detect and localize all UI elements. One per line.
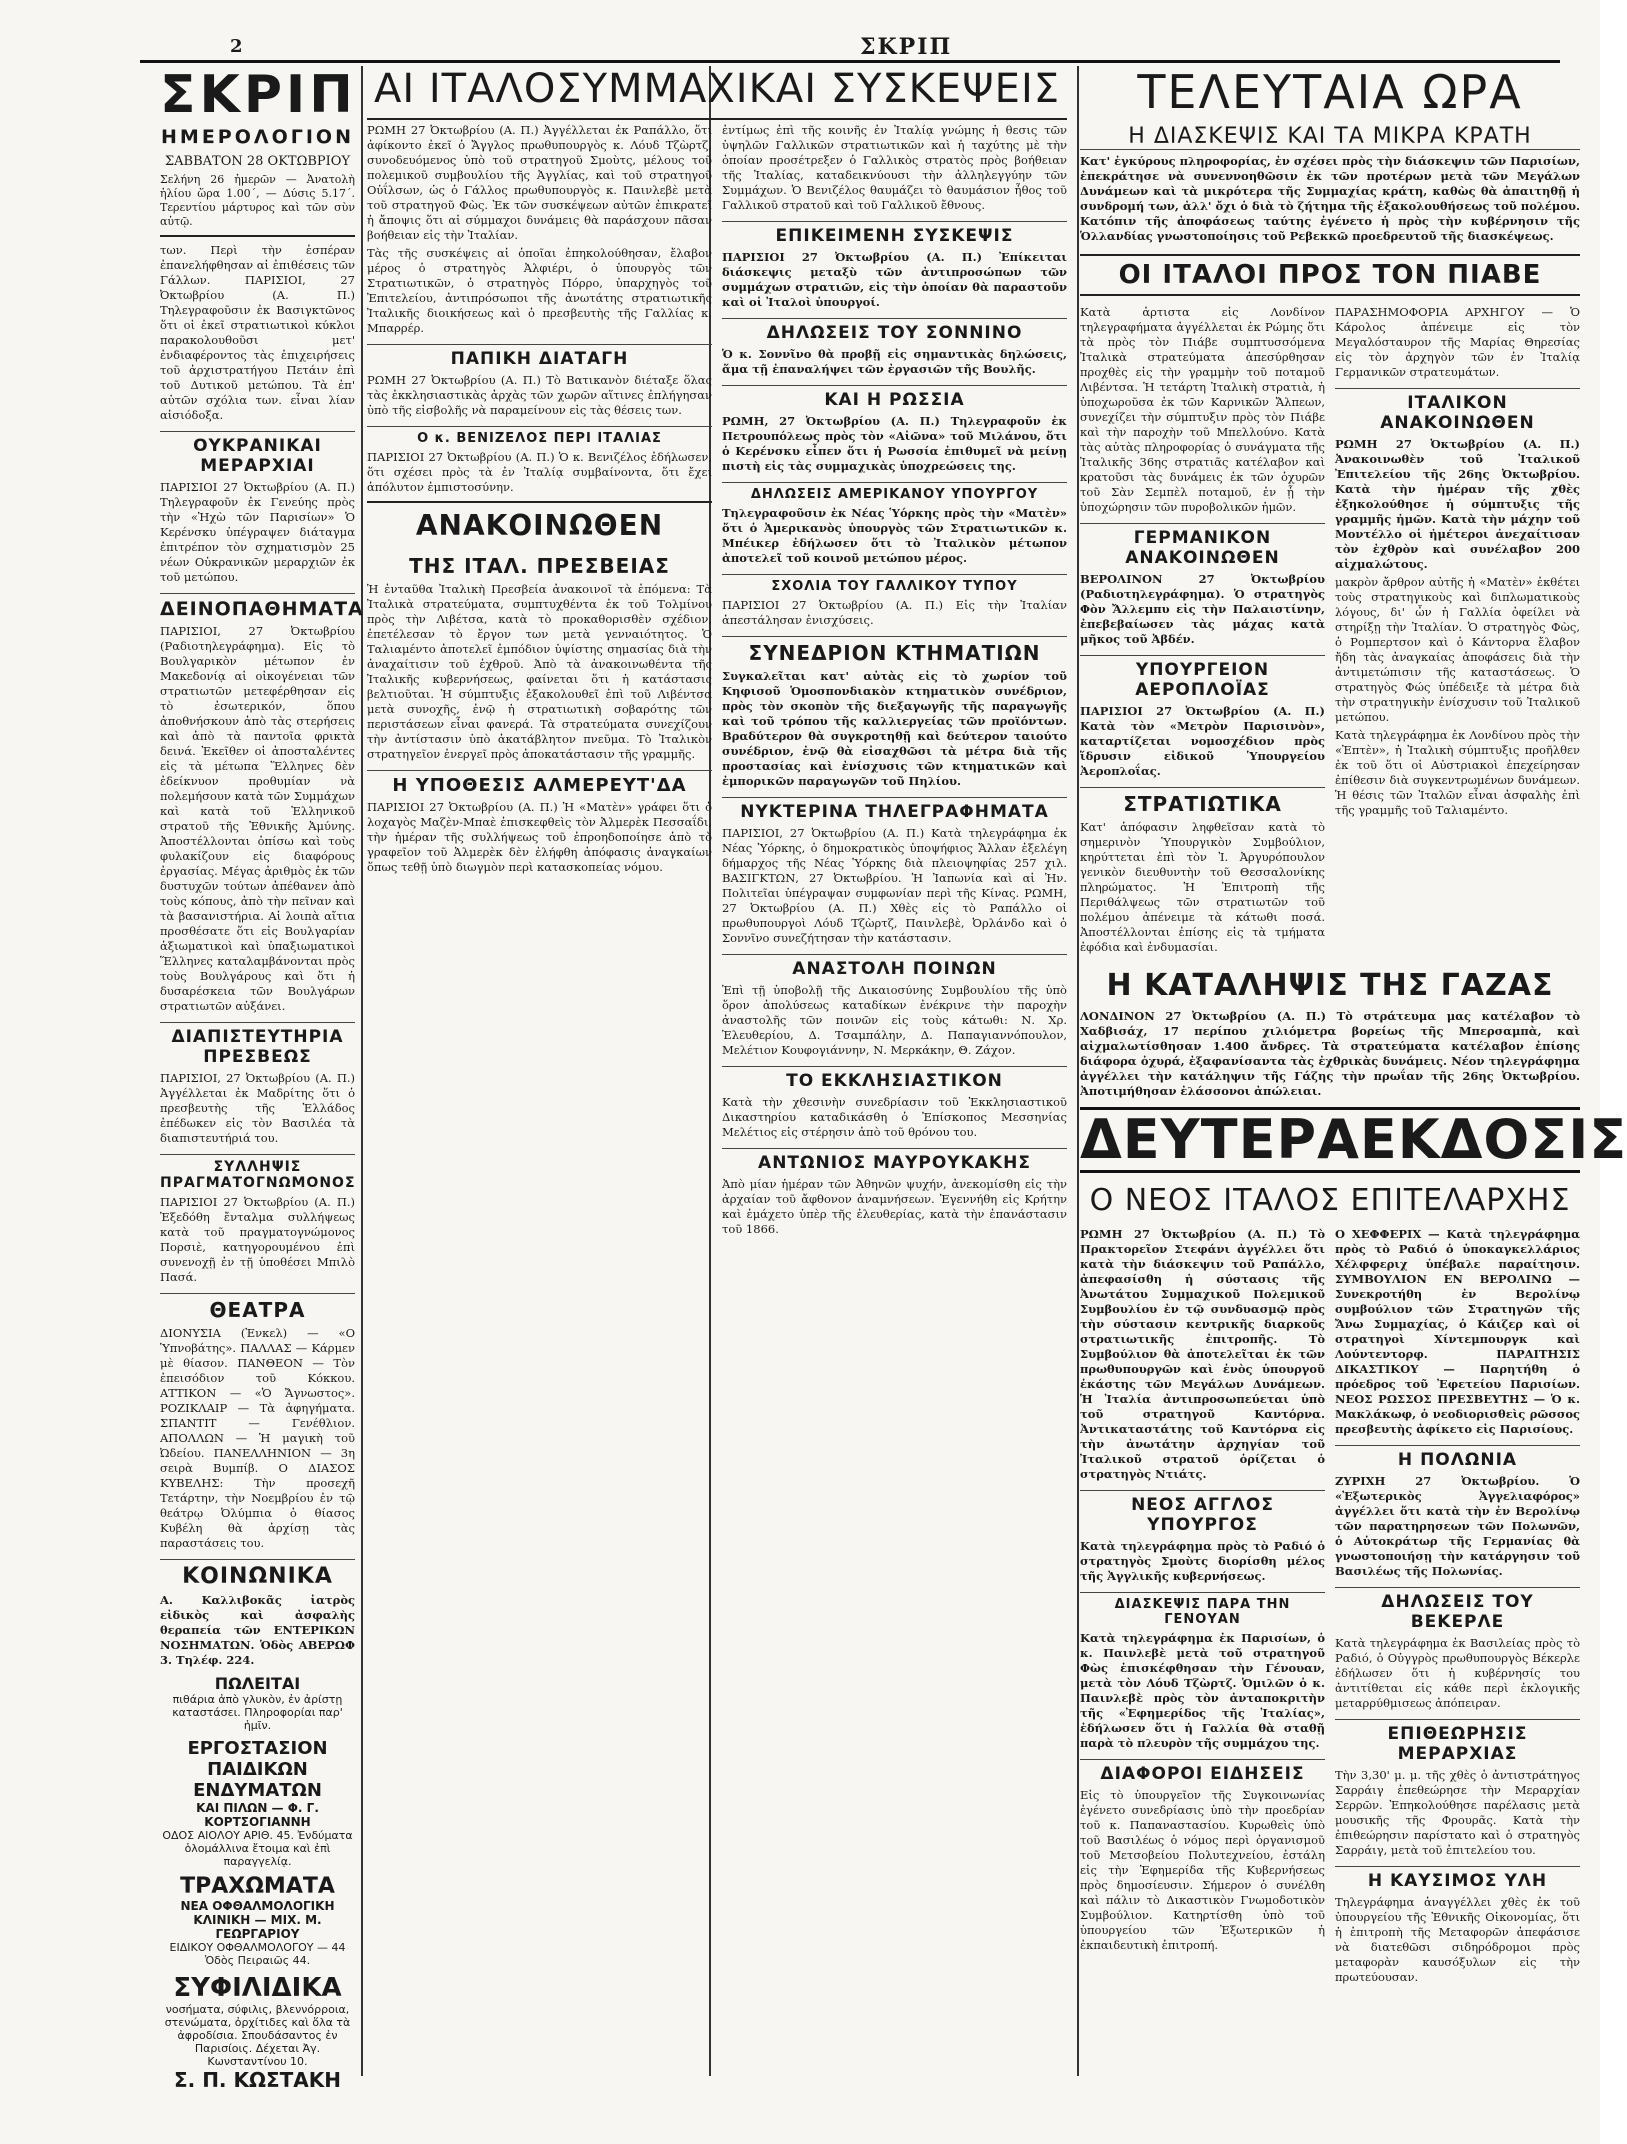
article-text: Κατὰ τηλεγράφημα ἐκ Λονδίνου πρὸς τὴν «Ἐπτὲν», ἡ Ἰταλικὴ σύμπτυξις προῆλθεν ἐκ τοῦ ὅτι οἱ Αὐστριακοὶ ἐπεχείρησαν ἐπίθεσιν διὰ συγκεντρωμένων δυνάμεων. Ἡ θέσις τῶν Ἰταλῶν εἶναι ἀσφαλὴς ἐπὶ τῆς γραμμῆς τοῦ Ταλιαμέντο. xyxy=(1335,728,1580,817)
article-text: Ἀπὸ μίαν ἡμέραν τῶν Ἀθηνῶν ψυχήν, ἀνεκομίσθη εἰς τὴν ἀρχαίαν τοῦ ἄφθονον ἀναμνήσεων. Ἐγεννήθη εἰς Κρήτην καὶ ἐμάχετο ὑπὲρ τῆς ἐλευθερίας, κατὰ τὴν ἐπανάστασιν τοῦ 1866. xyxy=(722,1177,1067,1236)
article-text: ΠΑΡΑΣΗΜΟΦΟΡΙΑ ΑΡΧΗΓΟΥ — Ὁ Κάρολος ἀπένειμε εἰς τὸν Μεγαλόσταυρον τῆς Μαρίας Θηρεσίας εἰς τὸν ἀρχηγὸν τῶν ἐν Ἰταλίᾳ Γερμανικῶν στρατευμάτων. xyxy=(1335,305,1580,379)
article-text: ΠΑΡΙΣΙΟΙ 27 Ὀκτωβρίου (Α. Π.) Τηλεγραφοῦν ἐκ Γενεύης πρὸς τὴν «Ἠχὼ τῶν Παρισίων» Ὁ Κερένσκυ ὑπέγραψεν διάταγμα ἐπιτρέπον τὸν σχηματισμὸν 25 νέων Οὐκρανικῶν μεραρχιῶν ἐκ τοῦ μετώπου. xyxy=(160,480,355,584)
article-headline: Η ΥΠΟΘΕΣΙΣ ΑΛΜΕΡΕΥΤ'ΔΑ xyxy=(367,770,712,796)
article-text: ΒΕΡΟΛΙΝΟΝ 27 Ὀκτωβρίου (Ραδιοτηλεγράφημα). Ὁ στρατηγὸς Φὸν Ἄλλεμπυ εἰς τὴν Παλαιστίνην, ἐπεβεβαίωσεν τὰς μάχας κατὰ μῆκος τοῦ Ἀβδέν. xyxy=(1080,572,1325,646)
article-headline: ΕΠΙΚΕΙΜΕΝΗ ΣΥΣΚΕΨΙΣ xyxy=(722,221,1067,246)
article-text: ΡΩΜΗ 27 Ὀκτωβρίου (Α. Π.) Τὸ Πρακτορεῖον Στεφάνι ἀγγέλλει ὅτι κατὰ τὴν διάσκεψιν τοῦ Ραπάλλο, ἀπεφασίσθη ἡ σύστασις τῆς Ἀνωτάτου Συμμαχικοῦ Πολεμικοῦ Συμβουλίου ἐν τῷ συνδυασμῷ πρὸς τὴν σύστασιν κεντρικῆς διαρκοῦς στρατιωτικῆς ἐπιτροπῆς. Τὸ Συμβούλιον θὰ ἀποτελεῖται ἐκ τῶν πρωθυπουργῶν καὶ ἑνὸς ὑπουργοῦ ἑκάστης τῶν Μεγάλων Δυνάμεων. Ἡ Ἰταλία ἀντιπροσωπεύεται ὑπὸ τοῦ στρατηγοῦ Καντόρνα. Ἀντικαταστάτης τοῦ Καντόρνα εἰς τὴν ἀνωτάτην ἀρχηγίαν τοῦ Ἰταλικοῦ στρατοῦ ὁρίζεται ὁ στρατηγὸς Ντιάτς. xyxy=(1080,1227,1325,1481)
article-text: ΠΑΡΙΣΙΟΙ 27 Ὀκτωβρίου (Α. Π.) Ἡ «Ματὲν» γράφει ὅτι ὁ λοχαγὸς Μαζὲν-Μπαὲ ἐπισκεφθεὶς τὸν Ἀλμερὲκ Πεσσαΐδι, τὴν ἡμέραν τῆς συλλήψεως τοῦ ἐπροηδοποίησε ἀπὸ τὸ γραφεῖον τοῦ Ἀλμερὲκ δὲν ἐλήφθη ἀπόφασις ἀναγκαίων ὅπως τεθῇ ὑπὸ διωγμὸν περὶ κατασκοπείας νόμου. xyxy=(367,800,712,874)
article-headline: ΔΙΑΠΙΣΤΕΥΤΗΡΙΑ ΠΡΕΣΒΕΩΣ xyxy=(160,1022,355,1067)
article-text: Τὰς τῆς συσκέψεις αἱ ὁποῖαι ἐπηκολούθησαν, ἔλαβον μέρος ὁ στρατηγὸς Ἀλφιέρι, ὁ ὑπουργὸς τῶν Στρατιωτικῶν, ὁ στρατηγὸς Πόρρο, ὑπαρχηγὸς τοῦ Ἐπιτελείου, ἀντιπρόσωποι τῆς ἀνωτάτης στρατιωτικῆς Ἰταλικῆς διοικήσεως καὶ ὁ πρεσβευτὴς τῆς Γαλλίας κ. Μπαρρέρ. xyxy=(367,246,712,335)
main-headline: ΑΙ ΙΤΑΛΟΣΥΜΜΑΧΙΚΑΙ ΣΥΣΚΕΨΕΙΣ xyxy=(367,66,1067,120)
article-headline: ΔΗΛΩΣΕΙΣ ΤΟΥ ΣΟΝΝΙΝΟ xyxy=(722,318,1067,343)
article-text: Τηλεγραφοῦσιν ἐκ Νέας Ὑόρκης πρὸς τὴν «Ματὲν» ὅτι ὁ Ἀμερικανὸς ὑπουργὸς τῶν Στρατιωτικῶν κ. Μπέικερ ἐδήλωσεν ὅτι τὸ Ἰταλικὸν μέτωπον ἀποτελεῖ τοῦ κοινοῦ μετώπου μέρος. xyxy=(722,506,1067,565)
ad-text: πιθάρια ἀπὸ γλυκὸν, ἐν ἀρίστῃ καταστάσει. Πληροφορίαι παρ' ἡμῖν. xyxy=(172,1693,343,1732)
article-headline: ΑΝΑΚΟΙΝΩΘΕΝ xyxy=(367,501,712,542)
ad-title: ΕΡΓΟΣΤΑΣΙΟΝ ΠΑΙΔΙΚΩΝ ΕΝΔΥΜΑΤΩΝ xyxy=(187,1738,328,1801)
article-headline: ΕΠΙΘΕΩΡΗΣΙΣ ΜΕΡΑΡΧΙΑΣ xyxy=(1335,1719,1580,1764)
advertisement xyxy=(160,1674,355,1732)
divider xyxy=(160,235,355,237)
article-headline: ΣΤΡΑΤΙΩΤΙΚΑ xyxy=(1080,787,1325,816)
article-headline: ΝΕΟΣ ΑΓΓΛΟΣ ΥΠΟΥΡΓΟΣ xyxy=(1080,1490,1325,1535)
article-text: ΔΙΟΝΥΣΙΑ (Ἐνκελ) — «Ο Ὑπνοβάτης». ΠΑΛΛΑΣ — Κάρμεν μὲ θίασον. ΠΑΝΘΕΟΝ — Τὸν ἐπεισόδιον τοῦ Κόκκου. ΑΤΤΙΚΟΝ — «Ὁ Ἄγνωστος». ΡΟΖΙΚΛΑΙΡ — Τὰ ἀφηγήματα. ΣΠΑΝΤΙΤ — Γενέθλιον. ΑΠΟΛΛΩΝ — Ἡ μαγικὴ τοῦ Ὠδείου. ΠΑΝΕΛΛΗΝΙΟΝ — 3η σειρὰ Βυμπίβ. Ο ΔΙΑΣΟΣ ΚΥΒΕΛΗΣ: Τὴν προσεχῆ Τετάρτην, τὴν Νοεμβρίου ἐν τῷ θεάτρῳ Ὀλύμπια ὁ θίασος Κυβέλη θὰ ἀρχίσῃ τὰς παραστάσεις του. xyxy=(160,1326,355,1550)
article-headline: ΑΝΤΩΝΙΟΣ ΜΑΥΡΟΥΚΑΚΗΣ xyxy=(722,1148,1067,1173)
article-headline: ΟΥΚΡΑΝΙΚΑΙ ΜΕΡΑΡΧΙΑΙ xyxy=(160,431,355,476)
article-headline: Η ΔΙΑΣΚΕΨΙΣ ΚΑΙ ΤΑ ΜΙΚΡΑ ΚΡΑΤΗ xyxy=(1080,124,1580,150)
column-rule xyxy=(1077,66,1079,2076)
advertisement xyxy=(160,1738,355,1868)
article-text: Κατ' ἀπόφασιν ληφθεῖσαν κατὰ τὸ σημερινὸν Ὑπουργικὸν Συμβούλιον, κηρύττεται ἐπὶ τὸν Ἰ. Ἀργυρόπουλον γενικὸν διευθυντὴν τοῦ Θεσσαλονίκης πληρώματος. Ἡ Ἐπιτροπὴ τῆς Περιθάλψεως τῶν στρατιωτῶν τοῦ πολέμου ἀπένειμε τὰ κάτωθι ποσά. Ἀποστέλλονται ἐπίσης εἰς τὰ τμήματα ἐφόδια καὶ ἐνδυμασίαι. xyxy=(1080,820,1325,954)
article-headline: ΔΗΛΩΣΕΙΣ ΤΟΥ ΒΕΚΕΡΛΕ xyxy=(1335,1587,1580,1632)
article-columns xyxy=(1080,302,1580,958)
masthead: ΣΚΡΙΠ xyxy=(160,65,357,125)
article-headline: ΟΙ ΙΤΑΛΟΙ ΠΡΟΣ ΤΟΝ ΠΙΑΒΕ xyxy=(1080,254,1580,296)
article-text: ΠΑΡΙΣΙΟΙ 27 Ὀκτωβρίου (Α. Π.) Ὁ κ. Βενιζέλος ἐδήλωσεν, ὅτι σχέσει πρὸς τὰ ἐν Ἰταλίᾳ συμβαίνοντα, ὅτι ἔχει ἀπόλυτον ἐμπιστοσύνην. xyxy=(367,450,712,494)
article-text: ΖΥΡΙΧΗ 27 Ὀκτωβρίου. Ὁ «Ἐξωτερικὸς Ἀγγελιαφόρος» ἀγγέλλει ὅτι κατὰ τὴν ἐν Βερολίνῳ τῶν παρατηρησεων τῶν Πολωνῶν, ὁ Αὐτοκράτωρ τῆς Γερμανίας θὰ γνωστοποιήσῃ τὴν κατάργησιν τοῦ Βασιλέως τῆς Πολωνίας. xyxy=(1335,1474,1580,1578)
almanac: Σελήνη 26 ἡμερῶν — Ἀνατολὴ ἡλίου ὥρα 1.00΄, — Δύσις 5.17΄. Τερεντίου μάρτυρος καὶ τῶν σὺν αὐτῷ. xyxy=(160,173,355,228)
article-headline: Ο κ. ΒΕΝΙΖΕΛΟΣ ΠΕΡΙ ΙΤΑΛΙΑΣ xyxy=(367,426,712,446)
article-text: ΠΑΡΙΣΙΟΙ, 27 Ὀκτωβρίου (Α. Π.) Κατὰ τηλεγράφημα ἐκ Νέας Ὑόρκης, ὁ δημοκρατικὸς ὑποψήφιος Ἄλλαν ἐξελέγη δήμαρχος τῆς Νέας Ὑόρκης διὰ πλειοψηφίας 257 χιλ. ΒΑΣΙΓΚΤΩΝ, 27 Ὀκτωβρίου. Ἡ Ἰαπωνία καὶ αἱ Ἡν. Πολιτεῖαι ὑπέγραψαν συμφωνίαν περὶ τῆς Κίνας. ΡΩΜΗ, 27 Ὀκτωβρίου (Α. Π.) Χθὲς εἰς τὸ Ραπάλλο οἱ πρωθυπουργοὶ Λόυδ Τζὼρτζ, Παινλεβὲ, Ὀρλάνδο καὶ ὁ Σοννῖνο συνεζήτησαν τὴν κατάστασιν. xyxy=(722,826,1067,945)
article-headline: ΔΗΛΩΣΕΙΣ ΑΜΕΡΙΚΑΝΟΥ ΥΠΟΥΡΓΟΥ xyxy=(722,482,1067,502)
article-text: Α. Καλλιβοκᾶς ἰατρὸς εἰδικὸς καὶ ἀσφαλὴς θεραπεία τῶν ΕΝΤΕΡΙΚΩΝ ΝΟΣΗΜΑΤΩΝ. Ὁδὸς ΑΒΕΡΩΦ 3. Τηλέφ. 224. xyxy=(160,1593,355,1667)
article-text: ΠΑΡΙΣΙΟΙ 27 Ὀκτωβρίου (Α. Π.) Κατὰ τὸν «Μετρὸν Παρισινὸν», καταρτίζεται νομοσχέδιον πρὸς ἵδρυσιν εἰδικοῦ Ὑπουργείου Ἀεροπλοΐας. xyxy=(1080,704,1325,778)
column-4 xyxy=(1080,65,1627,2076)
ad-title: ΣΥΦΙΛΙΔΙΚΑ xyxy=(173,1973,342,2003)
lead-story xyxy=(367,120,1067,1240)
article-text: Κατὰ τηλεγράφημα πρὸς τὸ Ραδιό ὁ στρατηγὸς Σμοὺτς διορίσθη μέλος τῆς Ἀγγλικῆς κυβερνήσεως. xyxy=(1080,1539,1325,1583)
article-headline: ΓΕΡΜΑΝΙΚΟΝ ΑΝΑΚΟΙΝΩΘΕΝ xyxy=(1080,523,1325,568)
article-text: ΛΟΝΔΙΝΟΝ 27 Ὀκτωβρίου (Α. Π.) Τὸ στράτευμα μας κατέλαβον τὸ Χαδβισάχ, 17 περίπου χιλιόμετρα βορείως τῆς Μπερσαμπὰ, καὶ αἰχμαλωτίσθησαν 1.400 ἄνδρες. Τὰ στρατεύματα κατέλαβον ἐπίσης διάφορα ὀχυρά, ἐξαφανίσαντα τὰς ἐχθρικὰς δυνάμεις. Νέον τηλεγράφημα ἀγγέλλει τὴν κατάληψιν τῆς Γάζης τὴν πρωΐαν τῆς 26ης Ὀκτωβρίου. Ἀποτιμήθησαν ἐλάσσονοι ἀπώλειαι. xyxy=(1080,1009,1580,1098)
article-text: Ἐπὶ τῇ ὑποβολῇ τῆς Δικαιοσύνης Συμβουλίου τῆς ὑπὸ ὅρον ἀπολύσεως καταδίκων ἐνέκρινε τὴν παροχὴν ἀναστολῆς τῶν ποινῶν εἰς τοὺς κάτωθι: Ν. Χρ. Ἐλευθερίου, Δ. Τσαμπάλην, Δ. Παπαγιαννόπουλον, Μελέτιον Κουφογιάννην, Ν. Μερκάκην, Θ. Ζάχον. xyxy=(722,983,1067,1057)
article-text: ΠΑΡΙΣΙΟΙ, 27 Ὀκτωβρίου (Α. Π.) Ἀγγέλλεται ἐκ Μαδρίτης ὅτι ὁ πρεσβευτὴς τῆς Ἑλλάδος ἐπέδωκεν εἰς τὸν Βασιλέα τὰ διαπιστευτήριά του. xyxy=(160,1071,355,1145)
article-headline: ΥΠΟΥΡΓΕΙΟΝ ΑΕΡΟΠΛΟΪΑΣ xyxy=(1080,655,1325,700)
article-headline: ΙΤΑΛΙΚΟΝ ΑΝΑΚΟΙΝΩΘΕΝ xyxy=(1335,388,1580,433)
page-number: 2 xyxy=(230,36,243,57)
article-text: ΡΩΜΗ 27 Ὀκτωβρίου (Α. Π.) Τὸ Βατικανὸν διέταξε ὅλας τὰς ἐκκλησιαστικὰς ἀρχὰς τῶν χωρῶν αἵτινες ἐπλήγησαν ὑπὸ τῆς εἰσβολῆς νὰ παραμείνουν εἰς τὰς θέσεις των. xyxy=(367,373,712,417)
article-text: Κατ' ἐγκύρους πληροφορίας, ἐν σχέσει πρὸς τὴν διάσκεψιν τῶν Παρισίων, ἐπεκράτησε νὰ συνεννοηθῶσιν ἐκ τῶν προτέρων μετὰ τῶν Μεγάλων Δυνάμεων καὶ τὰ μικρότερα τῆς Συμμαχίας κράτη, καθὼς θὰ ἀπαιτηθῇ ἡ συνδρομή των, ἀλλ' ὄχι ὁ διὰ τὸ ζήτημα τῆς ἐξακολουθήσεως τοῦ πολέμου. Κατόπιν τῆς ἀποφάσεως ταύτης ἐγένετο ἡ πρὸς τὴν κυβέρνησιν τῆς Ὁλλανδίας γνωστοποίησις τοῦ Ρεβεκκῶ προεδρευτοῦ τῆς διασκέψεως. xyxy=(1080,154,1580,243)
article-headline: ΑΝΑΣΤΟΛΗ ΠΟΙΝΩΝ xyxy=(722,954,1067,979)
ad-subtitle: ΚΑΙ ΠΙΛΩΝ — Φ. Γ. ΚΟΡΤΣΟΓΙΑΝΝΗ xyxy=(196,1801,319,1829)
column-2 xyxy=(367,66,1067,2076)
article-text: των. Περὶ τὴν ἑσπέραν ἐπανελήφθησαν αἱ ἐπιθέσεις τῶν Γάλλων. ΠΑΡΙΣΙΟΙ, 27 Ὀκτωβρίου (Α. Π.) Τηλεγραφοῦσιν ἐκ Βασιγκτῶνος ὅτι οἱ ἐκεῖ στρατιωτικοὶ κύκλοι παρακολουθοῦσι μετ' ἐνδιαφέροντος τὰς ἐπιχειρήσεις τοῦ ἀρχιστρατήγου Πετάιν ἐπὶ τοῦ Δυτικοῦ μετώπου. Τὰ ἐπ' αὐτῶν σχόλια των. εἶναι λίαν αἰσιόδοξα. xyxy=(160,243,355,422)
article-headline: ΔΙΑΣΚΕΨΙΣ ΠΑΡΑ ΤΗΝ ΓΕΝΟΥΑΝ xyxy=(1080,1592,1325,1627)
article-text: ΠΑΡΙΣΙΟΙ 27 Ὀκτωβρίου (Α. Π.) Ἐξεδόθη ἔνταλμα συλλήψεως κατὰ τοῦ πραγματογνώμονος Πορσιὲ, κατηγορουμένου ἐπὶ συνενοχῇ ἐν τῇ ὑποθέσει Μπιλὸ Πασά. xyxy=(160,1195,355,1284)
article-text: ΠΑΡΙΣΙΟΙ, 27 Ὀκτωβρίου (Ραδιοτηλεγράφημα). Εἰς τὸ Βουλγαρικὸν μέτωπον ἐν Μακεδονίᾳ αἱ οἰκογένειαι τῶν στρατιωτῶν μετεφέρθησαν εἰς τὸ ἐσωτερικόν, ὅπου ἀποθνήσκουν ἀπὸ τὰς στερήσεις καὶ ἀπὸ τὰ παντοῖα φρικτὰ δεινά. Ἐκεῖθεν οἱ ἀποσταλέντες εἰς τὰ μέτωπα Ἕλληνες δὲν ἐδείκνυον προθυμίαν νὰ πολεμήσουν κατὰ τῶν Συμμάχων καὶ κατὰ τοῦ Ἑλληνικοῦ στρατοῦ τῆς Ἐθνικῆς Ἀμύνης. Ἀποστέλλονται ὀπίσω καὶ τοὺς φυλακίζουν εἰς διαφόρους ἐργασίας. Μέγας ἀριθμὸς ἐκ τῶν δυστυχῶν τούτων ἀπέθανεν ἀπὸ τοὺς κόπους, ἀπὸ τὴν πεῖναν καὶ τὰ βασανιστήρια. Αἱ λοιπὰ αἴτια προσθέσατε ὅτι εἰς Βουλγαρίαν ἀξιωματικοὶ καὶ ὑπαξιωματικοὶ Ἕλληνες καταλαμβάνονται πρὸς τοὺς Βουλγάρους καὶ ὅτι ἡ δυσαρέσκεια τῶν Βουλγάρων στρατιωτῶν αὐξάνει. xyxy=(160,624,355,1013)
ad-text: ΕΙΔΙΚΟΥ ΟΦΘΑΛΜΟΛΟΓΟΥ — 44 Ὁδὸς Πειραιῶς 44. xyxy=(169,1941,346,1967)
article-text: Κατὰ τὴν χθεσινὴν συνεδρίασιν τοῦ Ἐκκλησιαστικοῦ Δικαστηρίου καταδικάσθη ὁ Ἐπίσκοπος Μεσσηνίας Μελέτιος εἰς στέρησιν ἀπὸ τοῦ θρόνου του. xyxy=(722,1095,1067,1139)
article-text: ΡΩΜΗ, 27 Ὀκτωβρίου (Α. Π.) Τηλεγραφοῦν ἐκ Πετρουπόλεως πρὸς τὸν «Αἰῶνα» τοῦ Μιλάνου, ὅτι ὁ Κερένσκυ εἶπεν ὅτι ἡ Ρωσσία ἐπιθυμεῖ νὰ μείνῃ πιστὴ εἰς τὰς συμμαχικὰς ὑποχρεώσεις της. xyxy=(722,414,1067,473)
article-text: Τὴν 3,30' μ. μ. τῆς χθὲς ὁ ἀντιστράτηγος Σαρράιγ ἐπεθεώρησε τὴν Μεραρχίαν Σερρῶν. Ἐπηκολούθησε παρέλασις μετὰ μουσικῆς τῆς Φρουρᾶς. Κατὰ τὴν ἐπιθεώρησιν παρίστατο καὶ ὁ στρατηγὸς Σαρράιγ, μετὰ τοῦ ἐπιτελείου του. xyxy=(1335,1768,1580,1857)
ad-text: ΟΔΟΣ ΑΙΟΛΟΥ ΑΡΙΘ. 45. Ἐνδύματα ὁλομάλλινα ἔτοιμα καὶ ἐπὶ παραγγελίᾳ. xyxy=(162,1829,353,1868)
article-headline: Ο ΝΕΟΣ ΙΤΑΛΟΣ ΕΠΙΤΕΛΑΡΧΗΣ xyxy=(1089,1183,1571,1218)
article-headline: ΘΕΑΤΡΑ xyxy=(160,1293,355,1322)
article-headline: ΔΕΙΝΟΠΑΘΗΜΑΤΑ xyxy=(160,593,355,620)
article-text: Ὁ κ. Σοννῖνο θὰ προβῇ εἰς σημαντικὰς δηλώσεις, ἅμα τῇ ἐπαναλήψει τῶν ἐργασιῶν τῆς Βουλῆς. xyxy=(722,347,1067,376)
article-text: Εἰς τὸ ὑπουργεῖον τῆς Συγκοινωνίας ἐγένετο συνεδρίασις ὑπὸ τὴν προεδρίαν τοῦ κ. Παπαναστασίου. Κυρωθεὶς ὑπὸ τοῦ Βασιλέως ὁ νόμος περὶ ὀργανισμοῦ τοῦ Μετσοβείου Πολυτεχνείου, ἐστάλη εἰς τὴν Ἐφημερίδα τῆς Κυβερνήσεως πρὸς δημοσίευσιν. Σήμερον ὁ συνέλθη καὶ πάλιν τὸ Δικαστικὸν Γνωμοδοτικὸν Συμβούλιον. Κατηρτίσθη ὑπὸ τοῦ ὑπουργείου τῶν Ἐξωτερικῶν ἡ ἐκπαιδευτικὴ ἐπιτροπή. xyxy=(1080,1788,1325,1952)
article-text: Τηλεγράφημα ἀναγγέλλει χθὲς ἐκ τοῦ ὑπουργείου τῆς Ἐθνικῆς Οἰκονομίας, ὅτι ἡ ἐπιτροπὴ τῆς Μεταφορῶν ἀπεφάσισε νὰ διατεθῶσι σιδηρόδρομοι πρὸς μεταφορὰν καυσόξυλων εἰς τὴν πρωτεύουσαν. xyxy=(1335,1895,1580,1984)
ad-title: ΤΡΑΧΩΜΑΤΑ xyxy=(180,1874,335,1899)
article-subheadline: ΤΗΣ ΙΤΑΛ. ΠΡΕΣΒΕΙΑΣ xyxy=(409,554,670,578)
article-text: ΡΩΜΗ 27 Ὀκτωβρίου (Α. Π.) Ἀγγέλλεται ἐκ Ραπάλλο, ὅτι ἀφίκοντο ἐκεῖ ὁ Ἄγγλος πρωθυπουργὸς κ. Λόυδ Τζὼρτζ, συνοδευόμενος ὑπὸ τοῦ στρατηγοῦ Σμοὺτς, μέλους τοῦ πολεμικοῦ συμβουλίου τῆς Ἀγγλίας, καὶ τοῦ στρατηγοῦ Οὐΐλσων, ὡς ὁ Γάλλος πρωθυπουργὸς κ. Παινλεβὲ μετὰ τοῦ στρατηγοῦ Φὼς. Ἐκ τῶν συσκέψεων αὐτῶν ἐπικρατεῖ ἡ ἄποψις ὅτι αἱ σύμμαχοι δυνάμεις θὰ παράσχουν πᾶσαν βοήθειαν εἰς τὴν Ἰταλίαν. xyxy=(367,123,712,242)
article-headline: ΔΙΑΦΟΡΟΙ ΕΙΔΗΣΕΙΣ xyxy=(1080,1759,1325,1784)
article-headline: ΚΑΙ Η ΡΩΣΣΙΑ xyxy=(722,385,1067,410)
article-text: Κατὰ τηλεγράφημα ἐκ Βασιλείας πρὸς τὸ Ραδιό, ὁ Οὐγγρὸς πρωθυπουργὸς Βέκερλε ἐδήλωσεν ὅτι ἡ κυβέρνησίς του ἀντιτίθεται εἰς κάθε περὶ ἐκλογικῆς μεταρρύθμισεως ἀπόπειραν. xyxy=(1335,1636,1580,1710)
column-1 xyxy=(160,65,364,2092)
section-headline: ΤΕΛΕΥΤΑΙΑ ΩΡΑ xyxy=(1137,65,1523,119)
masthead-subtitle: ΗΜΕΡΟΛΟΓΙΟΝ xyxy=(161,126,354,148)
article-text: Συγκαλεῖται κατ' αὐτὰς εἰς τὸ χωρίον τοῦ Κηφισοῦ Ὁμοσπονδιακὸν κτηματικὸν συνέδριον, πρὸς τὸν σκοπὸν τῆς διεξαγωγῆς τῆς παραγωγῆς καὶ τοῦ τρόπου τῆς καλλιεργείας τῶν προϊόντων. Βραδύτερον θὰ συγκροτηθῇ καὶ δεύτερον ταιούτο συνέδριον, ἐνῷ θὰ εἰσαχθῶσι τὰ μέτρα διὰ τῆς προστασίας καὶ ἐνίσχυσις τῶν κτηματικῶν καὶ ἐμπορικῶν παραγωγῶν τοῦ Πηλίου. xyxy=(722,669,1067,788)
running-title: ΣΚΡΙΠ xyxy=(860,34,953,60)
article-headline: ΠΑΠΙΚΗ ΔΙΑΤΑΓΗ xyxy=(367,344,712,369)
article-text: Κατὰ ἀρτιστα εἰς Λονδίνον τηλεγραφήματα ἀγγέλλεται ἐκ Ρώμης ὅτι τὰ πρὸς τὸν Πιάβε συμπτυσσόμενα Ἰταλικὰ στρατεύματα ἀπεσύρθησαν προχθὲς εἰς τὴν γραμμὴν τοῦ ποταμοῦ Λιβέντσα. Ἡ τετάρτη Ἰταλικὴ στρατιὰ, ἡ ὑποχωροῦσα ἐκ τῶν Καρνικῶν Ἄλπεων, συνεχίζει τὴν σύμπτυξιν πρὸς τὸν Πιάβε καὶ τὴν παροχὴν τοῦ Μπελλούνο. Κατὰ τὰς αὐτὰς πληροφορίας ὁ συνάγματα τῆς Ἰταλικῆς 36ης στρατιᾶς κατέλαβον καὶ κρατοῦσι τὰς δυνάμεις ἐκ τῶν ὀχυρῶν τοῦ Σὰν Σεμπὲλ ποταμοῦ, ἐν ᾗ τὴν ὑποχώρησιν τῶν πυροβολικῶν ἠμῶν. xyxy=(1080,305,1325,514)
column-rule xyxy=(361,66,363,2076)
article-headline: ΣΥΝΕΔΡΙΟΝ ΚΤΗΜΑΤΙΩΝ xyxy=(722,636,1067,665)
advertisement xyxy=(160,1973,355,2092)
article-headline: Η ΠΟΛΩΝΙΑ xyxy=(1335,1445,1580,1470)
article-text: ἐντίμως ἐπὶ τῆς κοινῆς ἐν Ἰταλίᾳ γνώμης ἡ θεσις τῶν ὑψηλῶν Γαλλικῶν στρατιωτικῶν καὶ ἡ ταχύτης μὲ τὴν ὁποίαν προσέτρεξεν ὁ Γαλλικὸς στρατὸς πρὸς βοήθειαν τῆς Ἰταλίας, καταδεικνύουσι τὴν ἀλληλεγγύην τῶν Συμμάχων. Ὁ Βενιζέλος θαυμάζει τὸ θαυμάσιον ἦθος τοῦ Γαλλικοῦ στρατοῦ καὶ τοῦ Γαλλικοῦ ἔθνους. xyxy=(722,123,1067,212)
article-headline: ΚΟΙΝΩΝΙΚΑ xyxy=(160,1559,355,1589)
article-headline: ΝΥΚΤΕΡΙΝΑ ΤΗΛΕΓΡΑΦΗΜΑΤΑ xyxy=(722,797,1067,822)
ad-title: ΠΩΛΕΙΤΑΙ xyxy=(214,1674,301,1693)
ad-text: νοσήματα, σύφιλις, βλεννόρροια, στενώματα, ὀρχίτιδες καὶ ὅλα τὰ ἀφροδίσια. Σπουδάσαντος ἐν Παρισίοις. Δέχεται Ἀγ. Κωνσταντίνου 10. xyxy=(164,2003,351,2068)
article-text: Ἡ ἐνταῦθα Ἰταλικὴ Πρεσβεία ἀνακοινοῖ τὰ ἑπόμενα: Τὰ Ἰταλικὰ στρατεύματα, συμπτυχθέντα ἐκ τοῦ Τολμίνου πρὸς τὴν Λιβέτσα, κατὰ τὸ προκαθορισθὲν σχέδιον, ἐπετέλεσαν τὸ ἔργον των μετὰ γενναιότητος. Ὁ Ταλιαμέντο ἀποτελεῖ ἐμπόδιον ὑψίστης σημασίας διὰ τὴν ἀναχαίτισιν τοῦ ἐχθροῦ. Ἀπὸ τὰ ἀνακοινωθέντα τῆς Ἰταλικῆς κυβερνήσεως, φαίνεται ὅτι ἡ κατάστασις βελτιοῦται. Ἡ σύμπτυξις ἐξακολουθεῖ ἐπὶ τοῦ Λιβέντσα μετὰ συνοχῆς, ἐνῷ ἡ στρατιωτικὴ σοβαρότης τῶν περιστάσεων εἶναι φανερά. Τὰ στρατεύματα συνεχίζουν τὴν ἀντίστασιν ὑπὸ ἀκατάβλητον πνεῦμα. Τὸ Ἰταλικὸν στρατηγεῖον ἐνεργεῖ πρὸς ἀποκατάστασιν τῆς γραμμῆς. xyxy=(367,582,712,761)
article-text: Κατὰ τηλεγράφημα ἐκ Παρισίων, ὁ κ. Παινλεβὲ μετὰ τοῦ στρατηγοῦ Φὼς ἐπισκέφθησαν τὴν Γένουαν, μετὰ τὸν Λόυδ Τζὼρτζ. Ὁμιλῶν ὁ κ. Παινλεβὲ πρὸς τὸν ἀνταποκριτὴν τῆς «Ἐφημερίδος τῆς Ἰταλίας», ἐδήλωσεν ὅτι ἡ Γαλλία θὰ σταθῇ παρὰ τὸ πλευρὸν τῆς συμμάχου της. xyxy=(1080,1631,1325,1750)
second-edition-banner: ΔΕΥΤΕΡΑΕΚΔΟΣΙΣ xyxy=(1080,1108,1627,1171)
page-header-rule xyxy=(140,34,1560,63)
article-text: ΠΑΡΙΣΙΟΙ 27 Ὀκτωβρίου (Α. Π.) Εἰς τὴν Ἰταλίαν ἀπεστάλησαν ἐνισχύσεις. xyxy=(722,598,1067,627)
article-text: μακρὸν ἄρθρον αὐτῆς ἡ «Ματὲν» ἐκθέτει τοὺς στρατηγικοὺς καὶ διπλωματικοὺς λόγους, δι' ὧν ἡ Γαλλία ὀφείλει νὰ στηρίξῃ τὴν Ἰταλίαν. Ὁ στρατηγὸς Φὼς, ὁ Ρομπερτσον καὶ ὁ Κάντορνα ἔλαβον ἤδη τὰς ἀναγκαίας ἀποφάσεις διὰ τὴν ἀντιμετώπισιν τῆς καταστάσεως. Ὁ στρατηγὸς Φώς ὑπέδειξε τὰ μέτρα διὰ τὴν στρατηγικὴν ἐνίσχυσιν τοῦ Ἰταλικοῦ μετώπου. xyxy=(1335,575,1580,724)
article-text: Ο ΧΕΦΦΕΡΙΧ — Κατὰ τηλεγράφημα πρὸς τὸ Ραδιό ὁ ὑποκαγκελλάριος Χέλφφεριχ ὑπέβαλε παραίτησιν. ΣΥΜΒΟΥΛΙΟΝ ΕΝ ΒΕΡΟΛΙΝΩ — Συνεκροτήθη ἐν Βερολίνῳ συμβούλιον τῶν Στρατηγῶν τῆς Ἄνω Συμμαχίας, ὁ Κάιζερ καὶ οἱ στρατηγοὶ Χίντεμπουργκ καὶ Λούντεντορφ. ΠΑΡΑΙΤΗΣΙΣ ΔΙΚΑΣΤΙΚΟΥ — Παρητήθη ὁ πρόεδρος τοῦ Ἐφετείου Παρισίων. ΝΕΟΣ ΡΩΣΣΟΣ ΠΡΕΣΒΕΥΤΗΣ — Ὁ κ. Μακλάκωφ, ὁ νεοδιορισθεὶς ρῶσσος πρεσβευτὴς ἀφίκετο εἰς Παρισίους. xyxy=(1335,1227,1580,1436)
article-headline: ΣΧΟΛΙΑ ΤΟΥ ΓΑΛΛΙΚΟΥ ΤΥΠΟΥ xyxy=(722,574,1067,594)
article-text: ΡΩΜΗ 27 Ὀκτωβρίου (Α. Π.) Ἀνακοινωθὲν τοῦ Ἰταλικοῦ Ἐπιτελείου τῆς 26ης Ὀκτωβρίου. Κατὰ τὴν ἡμέραν τῆς χθὲς ἐξηκολούθησε ἡ σύμπτυξις τῆς γραμμῆς ἡμῶν. Κατὰ τὴν μάχην τοῦ Μοντέλλο οἱ ἠμέτεροι ἀνεχαίτισαν τὸν ἐχθρὸν καὶ συνέλαβον 200 αἰχμαλώτους. xyxy=(1335,437,1580,571)
article-headline: Η ΚΑΥΣΙΜΟΣ ΥΛΗ xyxy=(1335,1866,1580,1891)
article-text: ΠΑΡΙΣΙΟΙ 27 Ὀκτωβρίου (Α. Π.) Ἐπίκειται διάσκεψις μεταξὺ τῶν ἀντιπροσώπων τῶν συμμάχων στρατιῶν, εἰς τὴν ὁποίαν θὰ παραστοῦν καὶ οἱ Ἰταλοὶ ὑπουργοί. xyxy=(722,250,1067,309)
ad-subtitle: Σ. Π. ΚΩΣΤΑΚΗ xyxy=(173,2068,342,2092)
article-columns xyxy=(1080,1224,1580,1988)
article-headline: Η ΚΑΤΑΛΗΨΙΣ ΤΗΣ ΓΑΖΑΣ xyxy=(1106,968,1554,1003)
ad-subtitle: ΝΕΑ ΟΦΘΑΛΜΟΛΟΓΙΚΗ ΚΛΙΝΙΚΗ — ΜΙΧ. Μ. ΓΕΩΡΓΑΡΙΟΥ xyxy=(180,1899,335,1941)
article-headline: ΤΟ ΕΚΚΛΗΣΙΑΣΤΙΚΟΝ xyxy=(722,1066,1067,1091)
issue-date: ΣΑΒΒΑΤΟΝ 28 ΟΚΤΩΒΡΙΟΥ xyxy=(164,154,351,169)
advertisement xyxy=(160,1874,355,1967)
article-headline: ΣΥΛΛΗΨΙΣ ΠΡΑΓΜΑΤΟΓΝΩΜΟΝΟΣ xyxy=(160,1154,355,1191)
